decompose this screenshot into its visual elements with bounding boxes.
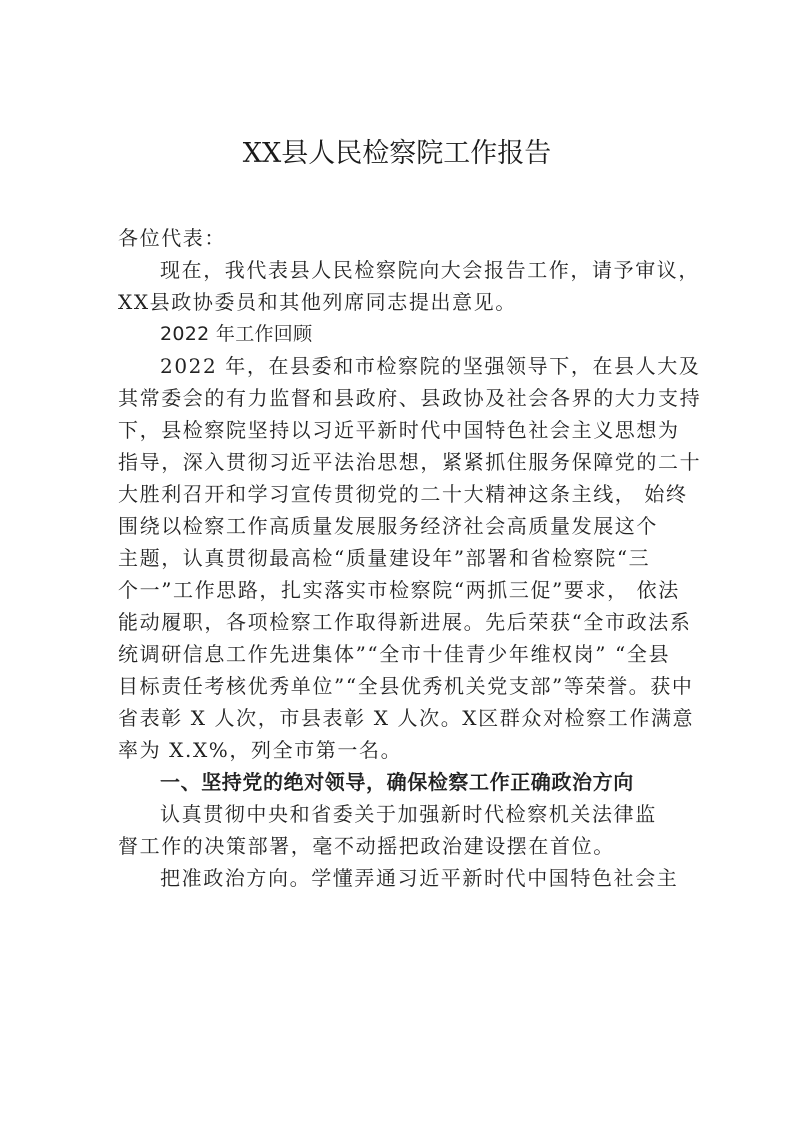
intro-line: 现在，我代表县人民检察院向大会报告工作，请予审议， (160, 258, 700, 282)
salutation: 各位代表： (118, 226, 226, 250)
review-line: 指导，深入贯彻习近平法治思想，紧紧抓住服务保障党的二十 (118, 450, 702, 474)
review-line: 主题，认真贯彻最高检“质量建设年”部署和省检察院“三 (118, 546, 651, 570)
review-line: 统调研信息工作先进集体”“全市十佳青少年维权岗” “全县 (118, 642, 671, 666)
review-line: 率为 X.X%，列全市第一名。 (118, 738, 403, 762)
document-title: XX县人民检察院工作报告 (242, 138, 552, 169)
intro-line: XX县政协委员和其他列席同志提出意见。 (118, 290, 517, 314)
review-heading: 2022 年工作回顾 (160, 323, 313, 345)
section1-heading: 一、坚持党的绝对领导，确保检察工作正确政治方向 (160, 770, 634, 794)
review-line: 围绕以检察工作高质量发展服务经济社会高质量发展这个 (118, 514, 658, 538)
review-line: 其常委会的有力监督和县政府、县政协及社会各界的大力支持 (118, 386, 702, 410)
section1-line: 认真贯彻中央和省委关于加强新时代检察机关法律监 (160, 802, 657, 826)
review-line: 下，县检察院坚持以习近平新时代中国特色社会主义思想为 (118, 418, 680, 442)
document-body (118, 222, 702, 894)
review-line: 目标责任考核优秀单位”“全县优秀机关党支部”等荣誉。获中 (118, 674, 694, 698)
review-line: 大胜利召开和学习宣传贯彻党的二十大精神这条主线， 始终 (118, 482, 688, 506)
review-line: 2022 年，在县委和市检察院的坚强领导下，在县人大及 (160, 354, 701, 378)
review-line: 能动履职，各项检察工作取得新进展。先后荣获“全市政法系 (118, 610, 692, 634)
review-line: 省表彰 X 人次，市县表彰 X 人次。X区群众对检察工作满意 (118, 706, 695, 730)
section1-line: 督工作的决策部署，毫不动摇把政治建设摆在首位。 (118, 834, 615, 858)
section1-sub-line: 把准政治方向。学懂弄通习近平新时代中国特色社会主 (160, 866, 679, 890)
review-line: 个一”工作思路，扎实落实市检察院“两抓三促”要求， 依法 (118, 578, 680, 602)
